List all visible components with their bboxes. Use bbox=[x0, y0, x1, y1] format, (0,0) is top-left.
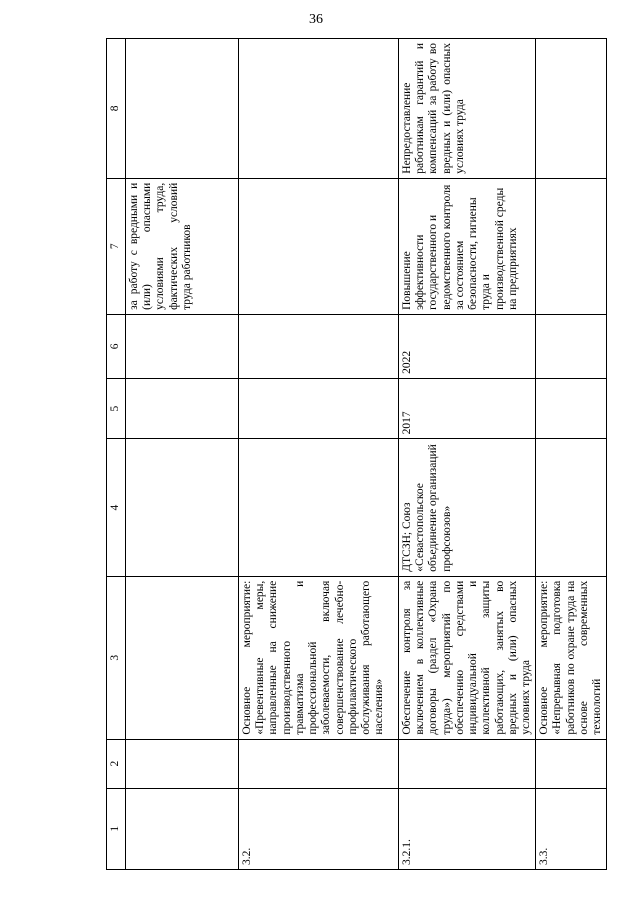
rotated-table-wrapper bbox=[106, 38, 604, 870]
row-number bbox=[126, 788, 239, 869]
table-row bbox=[126, 39, 239, 870]
measure-cell: Обеспечение контроля за включением в коллективные договоры (раздел «Охрана труда») мероприятий по обеспечению средствами индивидуальной и коллективной защиты работающих, занятых во вредных и (или) опасных условиях труда bbox=[399, 576, 536, 739]
header-cell: 1 bbox=[107, 788, 126, 869]
executor-cell bbox=[239, 439, 399, 576]
executor-cell bbox=[126, 439, 239, 576]
row-number: 3.3. bbox=[536, 788, 607, 869]
result-cell: за работу с вредными и (или) опасными условиями труда, фактических условий труда работников bbox=[126, 178, 239, 314]
start-year-cell bbox=[239, 378, 399, 439]
end-year-cell bbox=[126, 314, 239, 378]
program-table bbox=[106, 38, 607, 870]
start-year-cell: 2017 bbox=[399, 378, 536, 439]
column-2-cell bbox=[126, 739, 239, 788]
measure-cell: Основное мероприятие: «Непрерывная подготовка работников по охране труда на основе современных технологий bbox=[536, 576, 607, 739]
table-row bbox=[399, 39, 536, 870]
measure-cell bbox=[126, 576, 239, 739]
table-row bbox=[536, 39, 607, 870]
table-row bbox=[239, 39, 399, 870]
header-cell: 6 bbox=[107, 314, 126, 378]
result-cell: Повышение эффективности государственного и ведомственного контроля за состоянием безопасности, гигиены труда и производственной среды на предприятиях bbox=[399, 178, 536, 314]
header-cell: 3 bbox=[107, 576, 126, 739]
header-cell: 5 bbox=[107, 378, 126, 439]
column-2-cell bbox=[536, 739, 607, 788]
measure-cell: Основное мероприятие: «Превентивные меры, направленные на снижение производственного травматизма и профессиональной заболеваемости, включая совершенствование лечебно-профилактического обслуживания работающего населения» bbox=[239, 576, 399, 739]
rotated-table-container bbox=[106, 38, 604, 870]
header-cell: 8 bbox=[107, 39, 126, 179]
consequence-cell: Непредоставление работникам гарантий и компенсаций за работу во вредных и (или) опасных условиях труда bbox=[399, 39, 536, 179]
start-year-cell bbox=[536, 378, 607, 439]
header-cell: 7 bbox=[107, 178, 126, 314]
header-cell: 4 bbox=[107, 439, 126, 576]
end-year-cell bbox=[239, 314, 399, 378]
consequence-cell bbox=[126, 39, 239, 179]
row-number: 3.2.1. bbox=[399, 788, 536, 869]
column-2-cell bbox=[239, 739, 399, 788]
result-cell bbox=[239, 178, 399, 314]
executor-cell bbox=[536, 439, 607, 576]
page-number: 36 bbox=[309, 12, 323, 27]
result-cell bbox=[536, 178, 607, 314]
end-year-cell: 2022 bbox=[399, 314, 536, 378]
column-2-cell bbox=[399, 739, 536, 788]
start-year-cell bbox=[126, 378, 239, 439]
row-number: 3.2. bbox=[239, 788, 399, 869]
executor-cell: ДТСЗН; Союз «Севастопольское объединение организаций профсоюзов» bbox=[399, 439, 536, 576]
header-cell: 2 bbox=[107, 739, 126, 788]
header-row bbox=[107, 39, 126, 870]
end-year-cell bbox=[536, 314, 607, 378]
consequence-cell bbox=[536, 39, 607, 179]
consequence-cell bbox=[239, 39, 399, 179]
